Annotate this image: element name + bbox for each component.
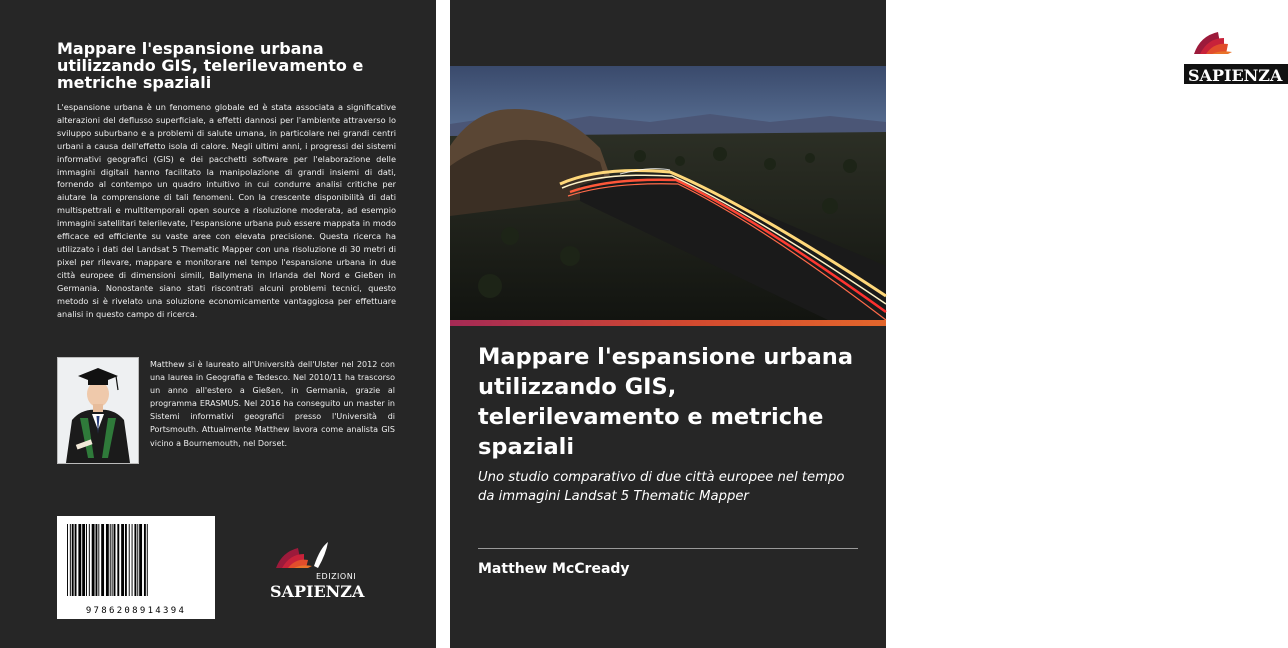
barcode-bar xyxy=(67,524,68,596)
publisher-imprint: EDIZIONI xyxy=(316,572,357,581)
barcode-bar xyxy=(144,524,146,596)
divider-line xyxy=(478,548,858,549)
author-bio: Matthew si è laureato all'Università dell'Ulster nel 2012 con una laurea in Geografia e Tedesco. Nel 2010/11 ha trascorso un anno all'estero a Gießen, in Germania, grazie al programma ERASMUS. Nel 2016 ha conseguito un master in Sistemi informativi geografici presso l'Università di Portsmouth. Attualmente Matthew lavora come analista GIS vicino a Bournemouth, nel Dorset. xyxy=(150,360,395,448)
back-cover-abstract: L'espansione urbana è un fenomeno globale ed è stata associata a significative alterazioni del deflusso superficiale, a effetti dannosi per l'ambiente attraverso lo sviluppo suburbano e a problemi di salute umana, in particolare nei grandi centri urbani a causa dell'effetto isola di calore. Negli ultimi anni, i progressi dei sistemi informativi geografici (GIS) e dei pacchetti software per l'elaborazione delle immagini digitali hanno facilitato la manipolazione di grandi insiemi di dati, fornendo al contempo un quadro intuitivo in cui condurre analisi critiche per aiutare la comprensione di tali fenomeni. Con la crescente disponibilità di dati multispettrali e multitemporali open source a risoluzione moderata, ad esempio immagini satellitari telerilevate, l'espansione urbana può essere mappata in modo efficace ed efficiente su vaste aree con elevata precisione. Questa ricerca ha utilizzato i dati del Landsat 5 Thematic Mapper con una risoluzione di 30 metri di pixel per rilevare, mappare e monitorare nel tempo l'espansione urbana in due città europee di dimensioni simili, Ballymena in Irlanda del Nord e Gießen in Germania. Nonostante siano stati riscontrati alcuni problemi tecnici, questo metodo si è rivelato una soluzione economicamente vantaggiosa per effettuare analisi in questo campo di ricerca. xyxy=(57,102,396,319)
publisher-logo xyxy=(268,540,366,600)
barcode-bar xyxy=(89,524,90,596)
cover-photo-highway-dusk xyxy=(450,66,886,321)
barcode-bar xyxy=(106,524,109,596)
front-cover-author: Matthew McCready xyxy=(478,561,630,577)
barcode-bar xyxy=(114,524,116,596)
barcode-bar xyxy=(98,524,99,596)
barcode-bar xyxy=(78,524,81,596)
publisher-logo-front xyxy=(1184,24,1288,84)
isbn-barcode xyxy=(57,516,215,619)
barcode-bar xyxy=(75,524,77,596)
publisher-name-front: SAPIENZA xyxy=(1188,66,1283,85)
barcode-bar xyxy=(72,524,74,596)
barcode-bar xyxy=(129,524,130,596)
back-cover xyxy=(0,0,436,648)
barcode-bar xyxy=(139,524,142,596)
author-photo xyxy=(57,357,139,464)
barcode-bar xyxy=(96,524,98,596)
front-cover-title: Mappare l'espansione urbana utilizzando GIS, telerilevamento e metriche spaziali xyxy=(478,344,853,460)
barcode-bar xyxy=(101,524,104,596)
barcode-bar xyxy=(134,524,136,596)
back-cover-title: Mappare l'espansione urbana utilizzando GIS, telerilevamento e metriche spaziali xyxy=(57,39,364,92)
barcode-bar xyxy=(147,524,148,596)
barcode-bar xyxy=(137,524,138,596)
barcode-bar xyxy=(125,524,127,596)
barcode-bar xyxy=(82,524,85,596)
barcode-bar xyxy=(112,524,113,596)
barcode-bar xyxy=(92,524,95,596)
barcode-bar xyxy=(70,524,71,596)
barcode-bar xyxy=(121,524,124,596)
barcode-bar xyxy=(110,524,111,596)
publisher-imprint-front: EDIZIONI xyxy=(1238,54,1279,63)
isbn-number: 9786208914394 xyxy=(85,606,187,616)
front-cover xyxy=(450,0,1283,648)
barcode-bar xyxy=(132,524,133,596)
barcode-bar xyxy=(117,524,119,596)
front-cover-subtitle: Uno studio comparativo di due città europee nel tempo da immagini Landsat 5 Thematic Mapper xyxy=(478,470,845,504)
cover-color-stripe xyxy=(450,320,886,326)
barcode-bar xyxy=(86,524,87,596)
publisher-name: SAPIENZA xyxy=(270,582,365,601)
